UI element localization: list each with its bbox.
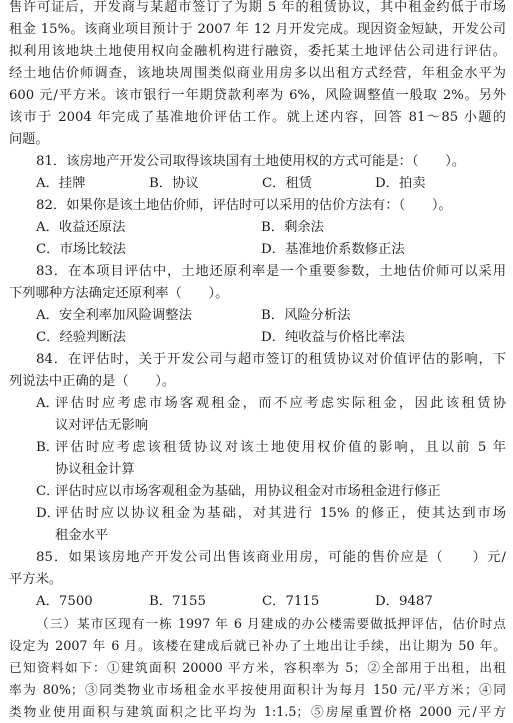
case-line: 类物业使用面积与建筑面积之比平均为 1:1.5；⑤房屋重置价格 2000 元/平方 [9, 704, 506, 719]
option-c[interactable]: C．经验判断法 [36, 330, 126, 345]
intro-line: 租金 15%。该商业项目预计于 2007 年 12 月开发完成。现因资金短缺，开发公司 [9, 22, 506, 37]
option-b[interactable] [9, 437, 506, 481]
options-row [9, 327, 506, 349]
options-row [9, 239, 506, 261]
question-85 [9, 547, 506, 613]
question-81 [9, 151, 506, 195]
option-a[interactable]: A．收益还原法 [36, 220, 126, 235]
option-text: 评估时应考虑市场客观租金，而不应考虑实际租金，因此该租赁协 [55, 396, 506, 411]
option-label: B． [36, 440, 60, 455]
question-83 [9, 261, 506, 349]
option-a[interactable]: A．安全利率加风险调整法 [36, 308, 192, 323]
option-d[interactable]: D．基准地价系数修正法 [261, 242, 405, 257]
option-text: 协议租金计算 [55, 462, 135, 477]
question-stem: 82．如果你是该土地估价师，评估时可以采用的估价方法有：（ ）。 [36, 198, 452, 213]
option-d[interactable] [9, 503, 506, 547]
option-text: 租金水平 [55, 528, 109, 543]
option-a[interactable]: A．挂牌 [36, 176, 86, 191]
options-row [9, 591, 506, 613]
intro-line: 拟利用该地块土地使用权向金融机构进行融资，委托某土地评估公司进行评估。 [9, 44, 506, 59]
case-line: 设定为 2007 年 6 月。该楼在建成后就已补办了土地出让手续，出让期为 50 年。 [9, 638, 506, 653]
intro-line: 售许可证后，开发商与某超市签订了为期 5 年的租赁协议，其中租金约低于市场 [9, 0, 506, 15]
question-stem: 85．如果该房地产开发公司出售该商业用房，可能的售价应是（ ）元/ [36, 550, 506, 565]
option-c[interactable]: C．市场比较法 [36, 242, 126, 257]
case-line: 已知资料如下：①建筑面积 20000 平方米，容积率为 5；②全部用于出租，出租 [9, 660, 506, 675]
question-stem-cont: 列说法中正确的是（ ）。 [9, 374, 176, 389]
option-text: 评估时应以市场客观租金为基础，用协议租金对市场租金进行修正 [55, 484, 441, 499]
question-82 [9, 195, 506, 261]
question-84 [9, 349, 506, 547]
question-stem-cont: 平方米。 [9, 572, 63, 587]
option-d[interactable]: D．9487 [375, 594, 433, 609]
options-row [9, 305, 506, 327]
option-label: A． [36, 396, 59, 411]
option-a[interactable]: A．7500 [36, 594, 93, 609]
question-stem: 83．在本项目评估中，土地还原利率是一个重要参数，土地估价师可以采用 [36, 264, 506, 279]
case-line: （三）某市区现有一栋 1997 年 6 月建成的办公楼需要做抵押评估，估价时点 [36, 616, 506, 631]
option-text: 评估时应以协议租金为基础，对其进行 15% 的修正，使其达到市场 [55, 506, 506, 521]
options-row [9, 217, 506, 239]
question-stem: 84．在评估时，关于开发公司与超市签订的租赁协议对价值评估的影响，下 [36, 352, 506, 367]
option-label: C． [36, 484, 60, 499]
options-row [9, 173, 506, 195]
option-c[interactable]: C．7115 [262, 594, 320, 609]
question-stem-cont: 下列哪种方法确定还原利率（ ）。 [9, 286, 229, 301]
option-d[interactable]: D．纯收益与价格比率法 [261, 330, 405, 345]
option-d[interactable]: D．拍卖 [375, 176, 426, 191]
case-intro [9, 0, 506, 151]
option-c[interactable]: C．租赁 [262, 176, 313, 191]
option-label: D． [36, 506, 60, 521]
case-line: 率为 80%；③同类物业市场租金水平按使用面积计为每月 150 元/平方米；④同 [9, 682, 506, 697]
option-b[interactable]: B．7155 [149, 594, 206, 609]
case-three [9, 613, 506, 723]
option-a[interactable] [9, 393, 506, 437]
option-c[interactable] [9, 481, 506, 503]
intro-line: 经土地估价师调查，该地块周围类似商业用房多以出租方式经营，年租金水平为 [9, 66, 506, 81]
option-text: 评估时应考虑该租赁协议对该土地使用权价值的影响，且以前 5 年 [55, 440, 506, 455]
intro-line: 该市于 2004 年完成了基准地价评估工作。就上述内容，回答 81～85 小题的 [9, 110, 506, 125]
intro-line: 600 元/平方米。该市银行一年期贷款利率为 6%，风险调整值一般取 2%。另外 [9, 88, 506, 103]
option-text: 议对评估无影响 [55, 418, 149, 433]
option-b[interactable]: B．风险分析法 [261, 308, 351, 323]
question-stem: 81．该房地产开发公司取得该块国有土地使用权的方式可能是：（ ）。 [36, 154, 466, 169]
intro-line: 问题。 [9, 132, 49, 147]
option-b[interactable]: B．剩余法 [261, 220, 324, 235]
option-b[interactable]: B．协议 [149, 176, 199, 191]
